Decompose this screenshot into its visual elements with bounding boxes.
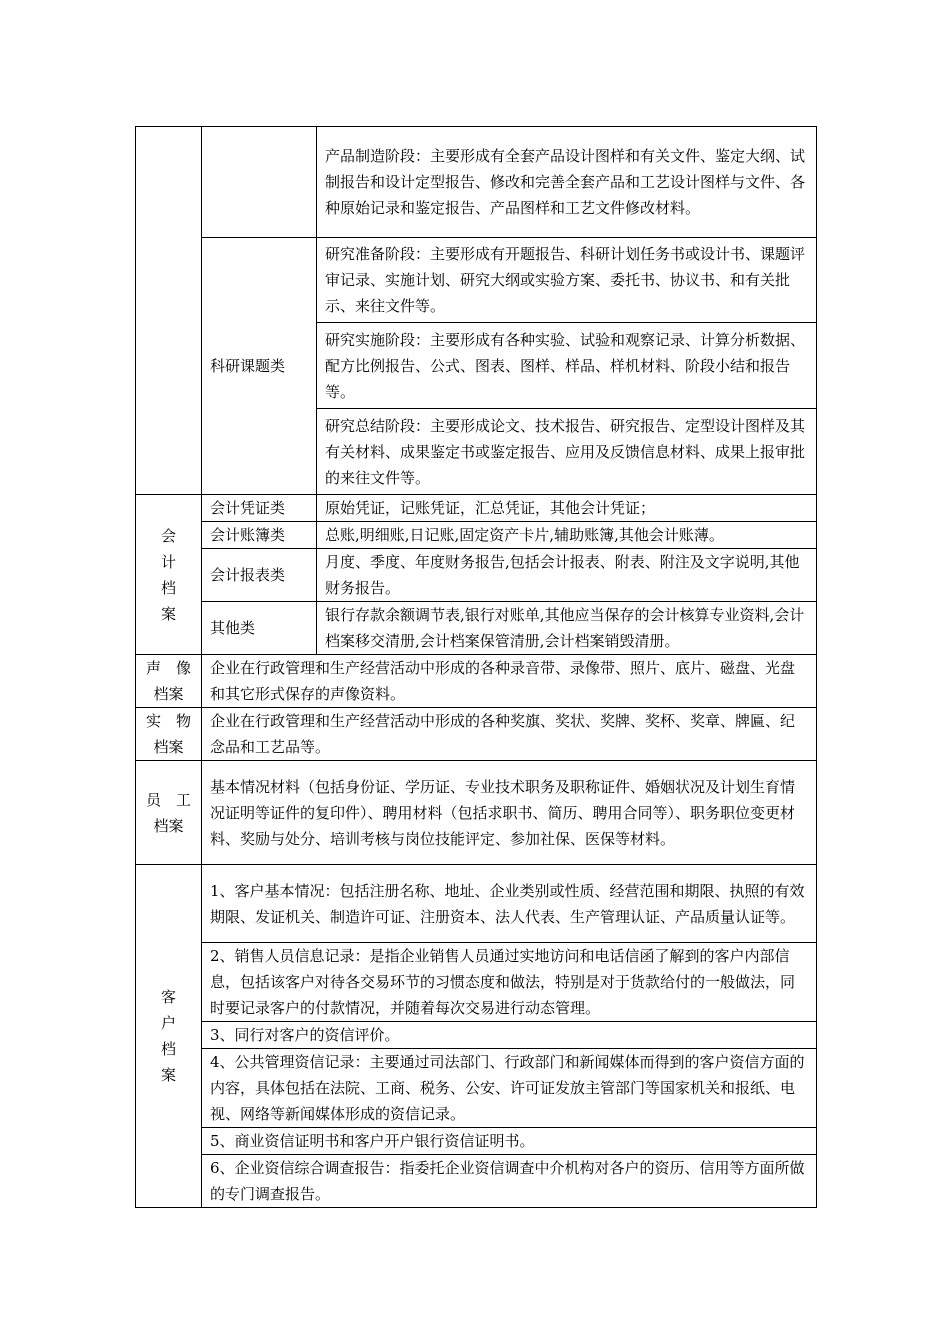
customer-item-6: 6、企业资信综合调查报告：指委托企业资信调查中介机构对各户的资历、信用等方面所做的专门调查报告。 xyxy=(202,1155,817,1208)
table-row xyxy=(136,1022,817,1049)
table-row xyxy=(136,1128,817,1155)
research-summary-text: 研究总结阶段：主要形成论文、技术报告、研究报告、定型设计图样及其有关材料、成果鉴定书或鉴定报告、应用及反馈信息材料、成果上报审批的来往文件等。 xyxy=(317,409,817,495)
accounting-category-label: 会计档案 xyxy=(136,495,202,655)
table-row xyxy=(136,1155,817,1208)
customer-item-5: 5、商业资信证明书和客户开户银行资信证明书。 xyxy=(202,1128,817,1155)
acct-voucher-label: 会计凭证类 xyxy=(202,495,317,522)
research-impl-text: 研究实施阶段：主要形成有各种实验、试验和观察记录、计算分析数据、配方比例报告、公式、图表、图样、样品、样机材料、阶段小结和报告等。 xyxy=(317,323,817,409)
table-row xyxy=(136,943,817,1022)
customer-item-2: 2、销售人员信息记录：是指企业销售人员通过实地访问和电话信函了解到的客户内部信息，包括该客户对待各交易环节的习惯态度和做法，特别是对于货款给付的一般做法，同时要记录客户的付款情况，并随着每次交易进行动态管理。 xyxy=(202,943,817,1022)
table-row xyxy=(136,522,817,549)
object-text: 企业在行政管理和生产经营活动中形成的各种奖旗、奖状、奖牌、奖杯、奖章、牌匾、纪念品和工艺品等。 xyxy=(202,708,817,761)
research-prep-text: 研究准备阶段：主要形成有开题报告、科研计划任务书或设计书、课题评审记录、实施计划、研究大纲或实验方案、委托书、协议书、和有关批示、来往文件等。 xyxy=(317,238,817,323)
acct-other-label: 其他类 xyxy=(202,602,317,655)
customer-item-1: 1、客户基本情况：包括注册名称、地址、企业类别或性质、经营范围和期限、执照的有效期限、发证机关、制造许可证、注册资本、法人代表、生产管理认证、产品质量认证等。 xyxy=(202,865,817,943)
customer-item-3: 3、同行对客户的资信评价。 xyxy=(202,1022,817,1049)
acct-books-text: 总账,明细账,日记账,固定资产卡片,辅助账簿,其他会计账薄。 xyxy=(317,522,817,549)
employee-category-label: 员 工 档案 xyxy=(136,761,202,865)
blank-category-cell xyxy=(136,127,202,495)
acct-voucher-text: 原始凭证，记账凭证，汇总凭证，其他会计凭证； xyxy=(317,495,817,522)
table-row xyxy=(136,708,817,761)
research-subcategory-label: 科研课题类 xyxy=(202,238,317,495)
customer-category-label: 客户档案 xyxy=(136,865,202,1208)
table-row xyxy=(136,1049,817,1128)
acct-reports-label: 会计报表类 xyxy=(202,549,317,602)
employee-text: 基本情况材料（包括身份证、学历证、专业技术职务及职称证件、婚姻状况及计划生育情况证明等证件的复印件）、聘用材料（包括求职书、简历、聘用合同等）、职务职位变更材料、奖励与处分、培训考核与岗位技能评定、参加社保、医保等材料。 xyxy=(202,761,817,865)
table-row xyxy=(136,655,817,708)
table-row xyxy=(136,238,817,323)
customer-item-4: 4、公共管理资信记录：主要通过司法部门、行政部门和新闻媒体而得到的客户资信方面的内容，具体包括在法院、工商、税务、公安、许可证发放主管部门等国家机关和报纸、电视、网络等新闻媒体形成的资信记录。 xyxy=(202,1049,817,1128)
archive-table xyxy=(135,126,817,1208)
acct-reports-text: 月度、季度、年度财务报告,包括会计报表、附表、附注及文字说明,其他财务报告。 xyxy=(317,549,817,602)
table-row xyxy=(136,602,817,655)
object-category-label: 实 物 档案 xyxy=(136,708,202,761)
table-row xyxy=(136,761,817,865)
table-row xyxy=(136,549,817,602)
av-category-label: 声 像 档案 xyxy=(136,655,202,708)
acct-other-text: 银行存款余额调节表,银行对账单,其他应当保存的会计核算专业资料,会计档案移交清册,会计档案保管清册,会计档案销毁清册。 xyxy=(317,602,817,655)
product-manufacturing-text: 产品制造阶段：主要形成有全套产品设计图样和有关文件、鉴定大纲、试制报告和设计定型报告、修改和完善全套产品和工艺设计图样与文件、各种原始记录和鉴定报告、产品图样和工艺文件修改材料。 xyxy=(317,127,817,238)
av-text: 企业在行政管理和生产经营活动中形成的各种录音带、录像带、照片、底片、磁盘、光盘和其它形式保存的声像资料。 xyxy=(202,655,817,708)
table-row xyxy=(136,127,817,238)
table-row xyxy=(136,865,817,943)
acct-books-label: 会计账簿类 xyxy=(202,522,317,549)
table-row xyxy=(136,495,817,522)
blank-subcategory-cell xyxy=(202,127,317,238)
